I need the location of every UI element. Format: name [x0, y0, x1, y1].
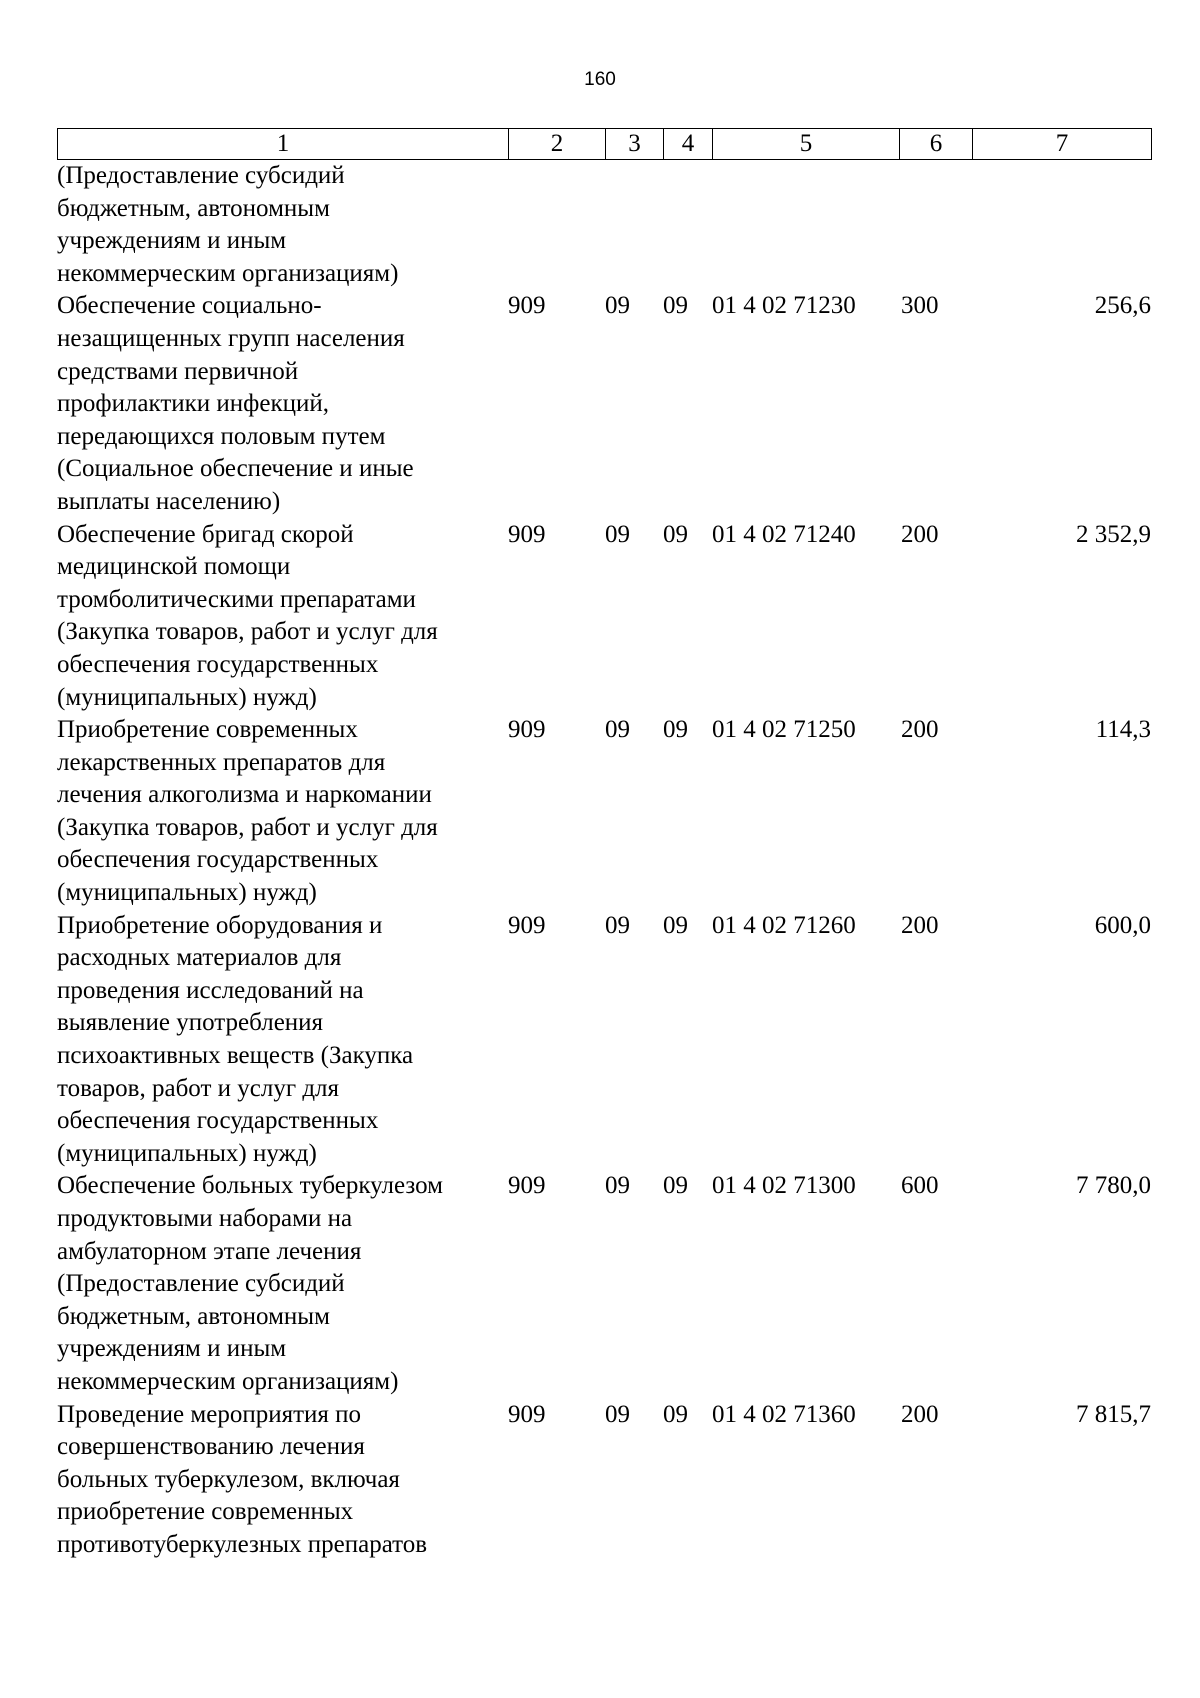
- row-description: Обеспечение бригад скорой медицинской помощи тромболитическими препаратами (Закупка товаров, работ и услуг для обеспечения государственных (муниципальных) нужд): [57, 520, 438, 711]
- header-col-4: 4: [664, 129, 713, 160]
- row-target-article: 01 4 02 71230: [712, 292, 856, 320]
- row-section: 09: [605, 716, 630, 744]
- row-amount: 600,0: [1094, 911, 1151, 939]
- row-target-article: 01 4 02 71260: [712, 911, 856, 939]
- row-subsection: 09: [663, 520, 688, 548]
- table-row: [57, 519, 1151, 715]
- row-amount: 256,6: [1094, 292, 1151, 320]
- row-section: 09: [605, 911, 630, 939]
- column-number-header: [57, 128, 1152, 160]
- row-section: 09: [605, 520, 630, 548]
- row-expense-type: 200: [901, 520, 939, 548]
- header-col-7: 7: [973, 129, 1152, 160]
- row-amount: 7 780,0: [1076, 1172, 1151, 1200]
- row-target-article: 01 4 02 71250: [712, 716, 856, 744]
- row-expense-type: 300: [901, 292, 939, 320]
- row-amount: 2 352,9: [1076, 520, 1151, 548]
- row-section: 09: [605, 292, 630, 320]
- row-amount: 114,3: [1095, 716, 1151, 744]
- header-col-1: 1: [58, 129, 509, 160]
- row-expense-type: 600: [901, 1172, 939, 1200]
- table-row: [57, 160, 1151, 290]
- row-description: Обеспечение больных туберкулезом продуктовыми наборами на амбулаторном этапе лечения (Предоставление субсидий бюджетным, автономным учреждениям и иным некоммерческим организациям): [57, 1172, 443, 1395]
- row-section: 09: [605, 1172, 630, 1200]
- header-col-6: 6: [900, 129, 973, 160]
- table-row: [57, 290, 1151, 518]
- row-department-code: 909: [508, 1400, 546, 1428]
- row-department-code: 909: [508, 911, 546, 939]
- header-col-5: 5: [713, 129, 900, 160]
- table-row: [57, 910, 1151, 1171]
- row-description: (Предоставление субсидий бюджетным, автономным учреждениям и иным некоммерческим организациям): [57, 162, 399, 287]
- row-subsection: 09: [663, 716, 688, 744]
- row-department-code: 909: [508, 520, 546, 548]
- row-target-article: 01 4 02 71240: [712, 520, 856, 548]
- row-subsection: 09: [663, 911, 688, 939]
- page-number: 160: [584, 69, 616, 90]
- row-department-code: 909: [508, 292, 546, 320]
- row-description: Приобретение оборудования и расходных материалов для проведения исследований на выявление употребления психоактивных веществ (Закупка товаров, работ и услуг для обеспечения государственных (муниципальных) нужд): [57, 911, 414, 1167]
- row-target-article: 01 4 02 71360: [712, 1400, 856, 1428]
- row-expense-type: 200: [901, 1400, 939, 1428]
- row-description: Проведение мероприятия по совершенствованию лечения больных туберкулезом, включая приобретение современных противотуберкулезных препаратов: [57, 1400, 428, 1558]
- table-row: [57, 1170, 1151, 1398]
- row-subsection: 09: [663, 1400, 688, 1428]
- row-description: Приобретение современных лекарственных препаратов для лечения алкоголизма и наркомании (Закупка товаров, работ и услуг для обеспечения государственных (муниципальных) нужд): [57, 716, 438, 907]
- header-col-3: 3: [606, 129, 664, 160]
- budget-table-body: [57, 160, 1151, 1562]
- header-col-2: 2: [509, 129, 606, 160]
- row-subsection: 09: [663, 292, 688, 320]
- row-department-code: 909: [508, 716, 546, 744]
- row-department-code: 909: [508, 1172, 546, 1200]
- table-row: [57, 1399, 1151, 1562]
- row-target-article: 01 4 02 71300: [712, 1172, 856, 1200]
- row-subsection: 09: [663, 1172, 688, 1200]
- header-row: [58, 129, 1152, 160]
- table-row: [57, 714, 1151, 910]
- row-amount: 7 815,7: [1076, 1400, 1151, 1428]
- row-description: Обеспечение социально- незащищенных групп населения средствами первичной профилактики инфекций, передающихся половым путем (Социальное обеспечение и иные выплаты населению): [57, 292, 414, 515]
- row-section: 09: [605, 1400, 630, 1428]
- row-expense-type: 200: [901, 716, 939, 744]
- row-expense-type: 200: [901, 911, 939, 939]
